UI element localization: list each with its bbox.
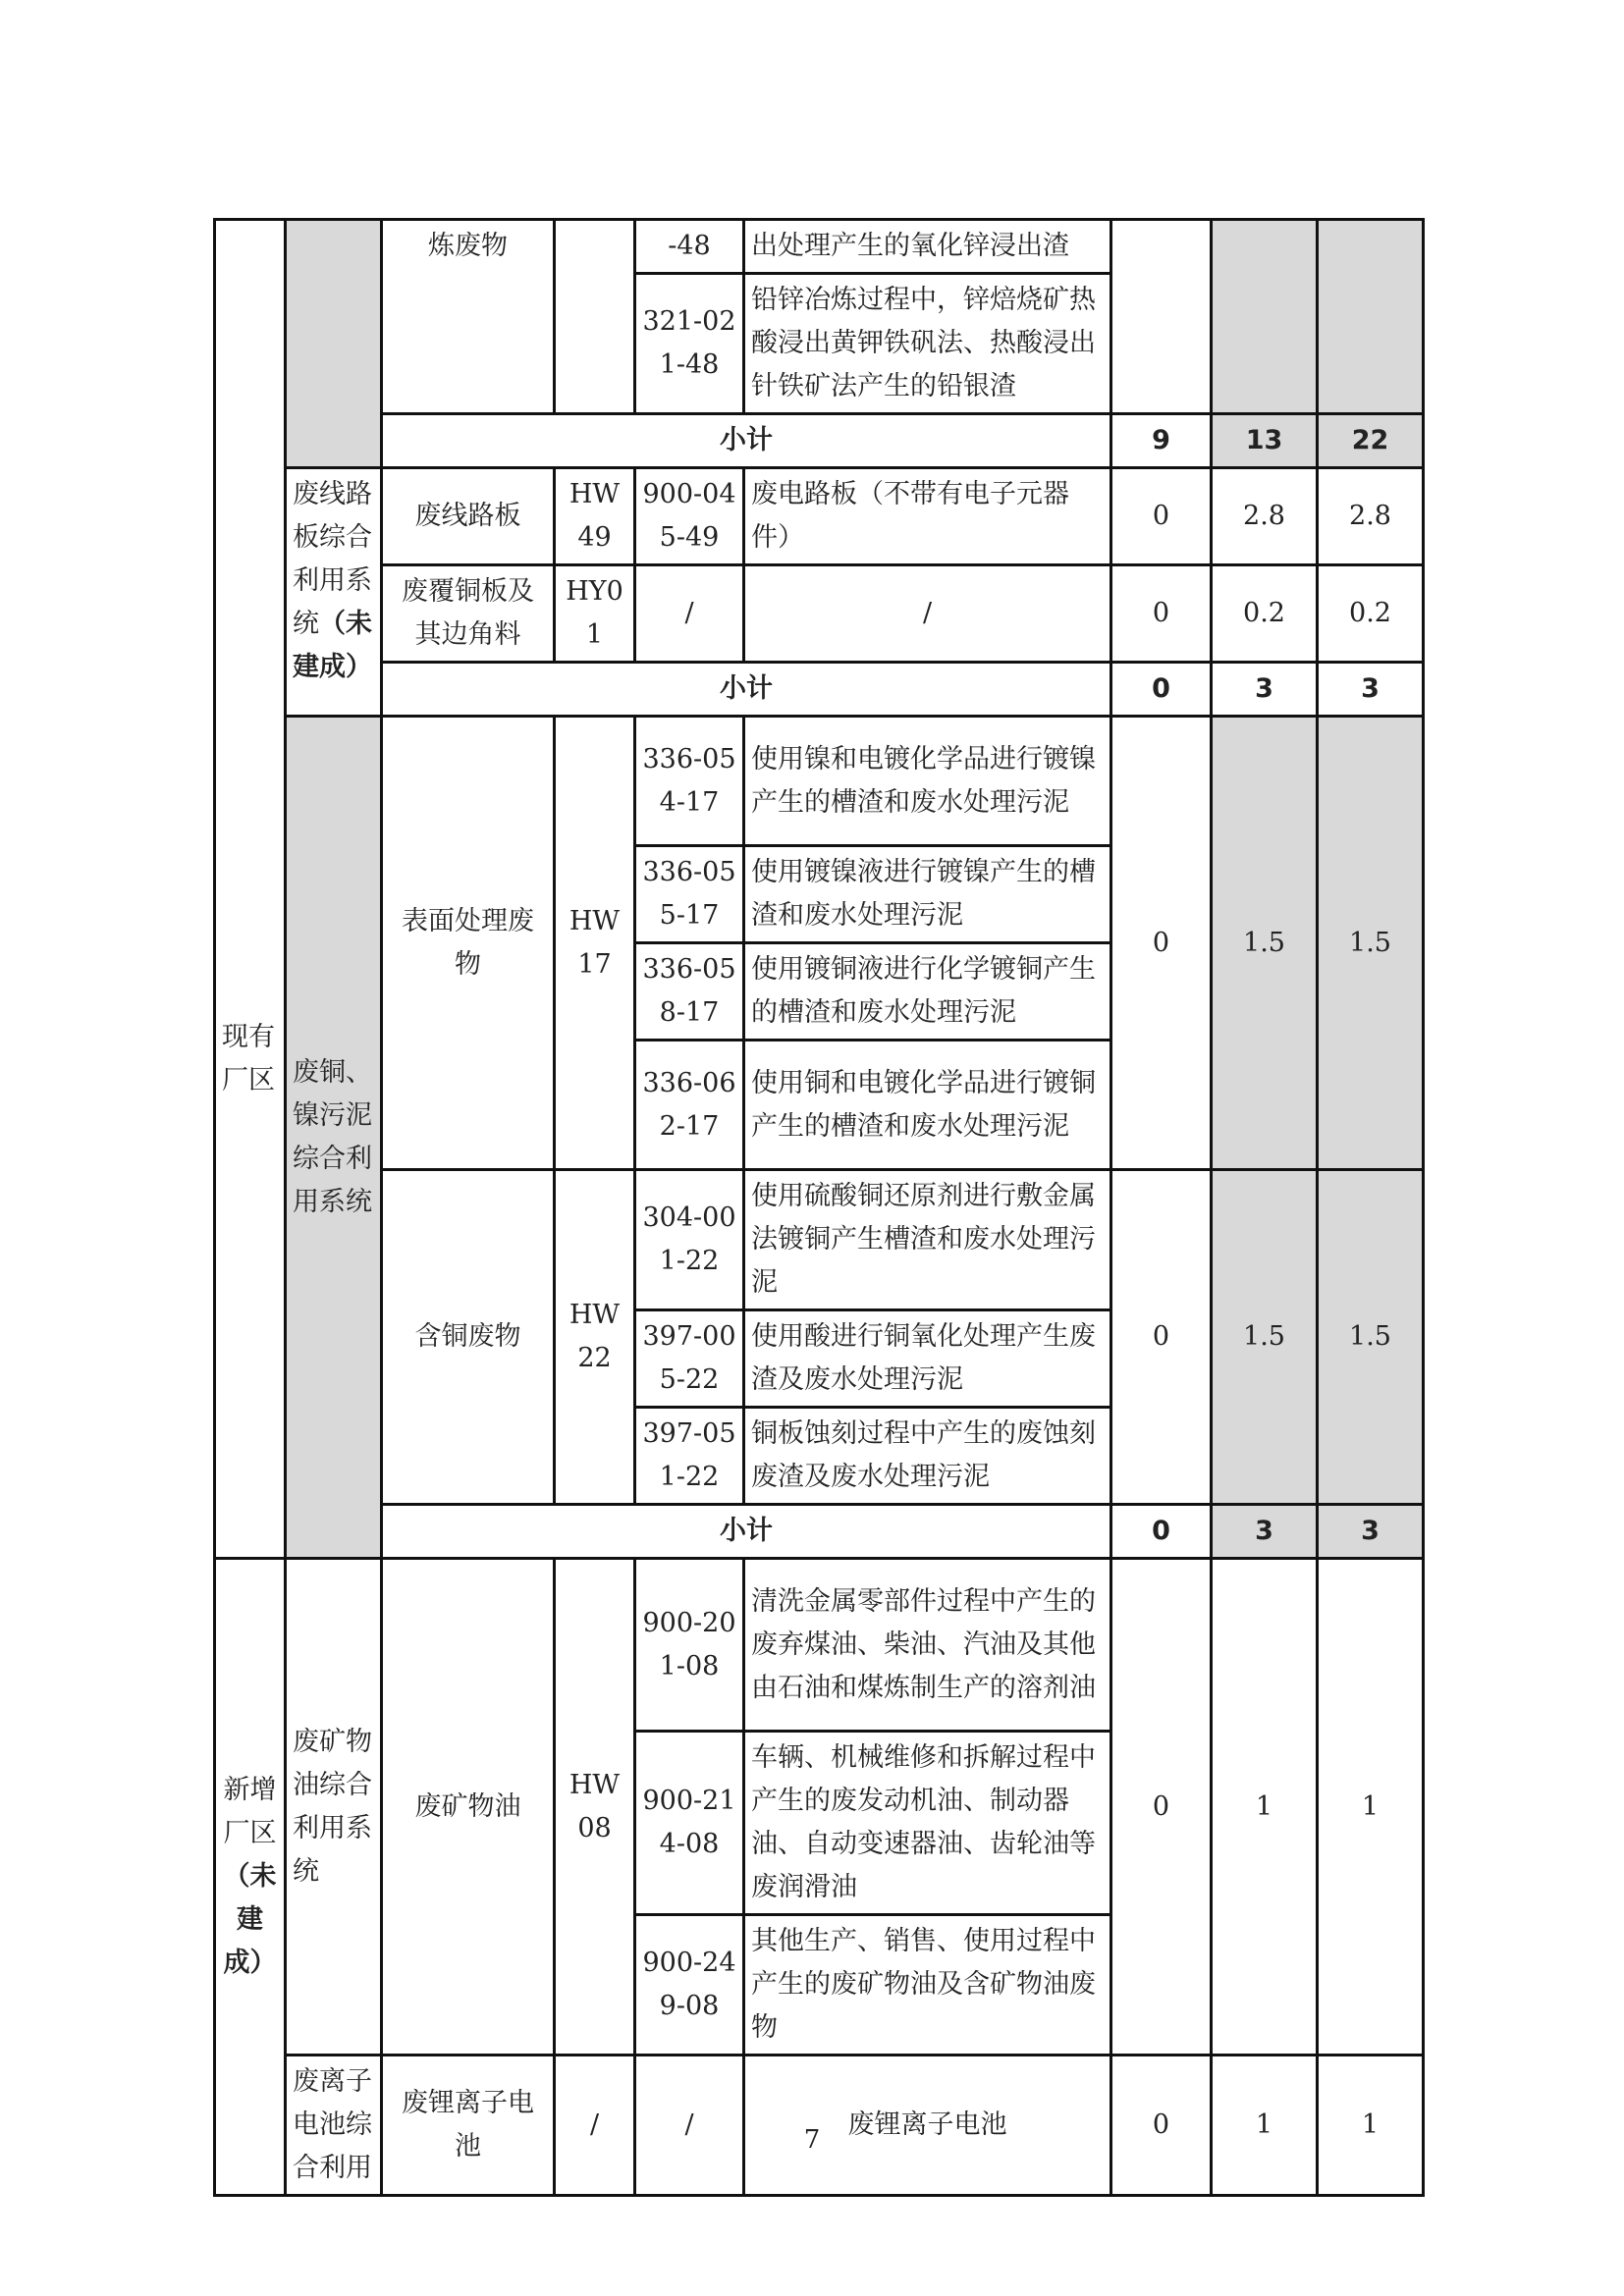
waste-name: 废矿物油 — [382, 1559, 555, 2056]
waste-description: 使用酸进行铜氧化处理产生废渣及废水处理污泥 — [744, 1310, 1111, 1408]
subtotal-value: 3 — [1318, 663, 1424, 717]
waste-code: 900-214-08 — [635, 1732, 744, 1915]
subtotal-value: 3 — [1212, 1505, 1318, 1559]
value-cell: 0 — [1111, 2056, 1212, 2196]
subtotal-value: 22 — [1318, 414, 1424, 468]
waste-code: 397-051-22 — [635, 1408, 744, 1505]
waste-code: 321-021-48 — [635, 274, 744, 414]
value-cell: 1 — [1318, 2056, 1424, 2196]
waste-name: 表面处理废物 — [382, 717, 555, 1170]
waste-code: / — [635, 565, 744, 663]
waste-category: / — [555, 2056, 635, 2196]
waste-description: 出处理产生的氧化锌浸出渣 — [744, 220, 1111, 274]
value-cell — [1318, 220, 1424, 414]
waste-code: 336-062-17 — [635, 1041, 744, 1170]
waste-description: 车辆、机械维修和拆解过程中产生的废发动机油、制动器油、自动变速器油、齿轮油等废润滑油 — [744, 1732, 1111, 1915]
value-cell — [1212, 220, 1318, 414]
page-number: 7 — [803, 2125, 821, 2155]
waste-code: 304-001-22 — [635, 1170, 744, 1310]
waste-code: -48 — [635, 220, 744, 274]
subtotal-value: 9 — [1111, 414, 1212, 468]
value-cell: 0 — [1111, 1170, 1212, 1505]
waste-description: 废锂离子电池 — [744, 2056, 1111, 2196]
value-cell: 1 — [1212, 2056, 1318, 2196]
waste-description: 清洗金属零部件过程中产生的废弃煤油、柴油、汽油及其他由石油和煤炼制生产的溶剂油 — [744, 1559, 1111, 1732]
value-cell: 2.8 — [1212, 468, 1318, 565]
waste-description: 铅锌冶炼过程中，锌焙烧矿热酸浸出黄钾铁矾法、热酸浸出针铁矿法产生的铅银渣 — [744, 274, 1111, 414]
value-cell: 1.5 — [1318, 1170, 1424, 1505]
smelting-system-cell — [286, 220, 382, 468]
value-cell: 0 — [1111, 717, 1212, 1170]
waste-category: HW08 — [555, 1559, 635, 2056]
value-cell — [1111, 220, 1212, 414]
waste-description: 废电路板（不带有电子元器件） — [744, 468, 1111, 565]
waste-table — [213, 218, 1425, 2197]
waste-category: HW49 — [555, 468, 635, 565]
waste-category: HW22 — [555, 1170, 635, 1505]
subtotal-label: 小计 — [382, 1505, 1111, 1559]
waste-description: 使用镍和电镀化学品进行镀镍产生的槽渣和废水处理污泥 — [744, 717, 1111, 846]
waste-description: / — [744, 565, 1111, 663]
subtotal-value: 13 — [1212, 414, 1318, 468]
waste-code: 336-054-17 — [635, 717, 744, 846]
smelting-waste-name: 炼废物 — [382, 220, 555, 414]
oil-system-name: 废矿物油综合利用系统 — [286, 1559, 382, 2056]
value-cell: 0 — [1111, 1559, 1212, 2056]
value-cell: 0.2 — [1318, 565, 1424, 663]
waste-name: 含铜废物 — [382, 1170, 555, 1505]
zone-existing-top-cell — [215, 220, 286, 1559]
waste-description: 使用镀铜液进行化学镀铜产生的槽渣和废水处理污泥 — [744, 943, 1111, 1041]
battery-system-name: 废离子电池综合利用 — [286, 2056, 382, 2196]
waste-code: 900-201-08 — [635, 1559, 744, 1732]
waste-category: HY01 — [555, 565, 635, 663]
waste-code: 397-005-22 — [635, 1310, 744, 1408]
value-cell: 0.2 — [1212, 565, 1318, 663]
value-cell: 1.5 — [1318, 717, 1424, 1170]
subtotal-label: 小计 — [382, 663, 1111, 717]
value-cell: 1.5 — [1212, 717, 1318, 1170]
value-cell: 1.5 — [1212, 1170, 1318, 1505]
subtotal-value: 0 — [1111, 1505, 1212, 1559]
value-cell: 0 — [1111, 468, 1212, 565]
subtotal-value: 0 — [1111, 663, 1212, 717]
sludge-system-name: 废铜、镍污泥综合利用系统 — [286, 717, 382, 1559]
waste-code: / — [635, 2056, 744, 2196]
waste-code: 336-058-17 — [635, 943, 744, 1041]
waste-description: 使用硫酸铜还原剂进行敷金属法镀铜产生槽渣和废水处理污泥 — [744, 1170, 1111, 1310]
waste-category: HW17 — [555, 717, 635, 1170]
subtotal-value: 3 — [1318, 1505, 1424, 1559]
waste-code: 336-055-17 — [635, 846, 744, 943]
waste-code: 900-249-08 — [635, 1915, 744, 2056]
waste-description: 其他生产、销售、使用过程中产生的废矿物油及含矿物油废物 — [744, 1915, 1111, 2056]
zone-existing-label: 现有 厂区 — [222, 1022, 275, 1095]
pcb-system-name: 废线路板综合利用系统（未建成） — [286, 468, 382, 717]
waste-description: 铜板蚀刻过程中产生的废蚀刻废渣及废水处理污泥 — [744, 1408, 1111, 1505]
waste-name: 废锂离子电池 — [382, 2056, 555, 2196]
waste-description: 使用镀镍液进行镀镍产生的槽渣和废水处理污泥 — [744, 846, 1111, 943]
value-cell: 1 — [1318, 1559, 1424, 2056]
waste-name: 废覆铜板及其边角料 — [382, 565, 555, 663]
value-cell: 2.8 — [1318, 468, 1424, 565]
value-cell: 1 — [1212, 1559, 1318, 2056]
waste-description: 使用铜和电镀化学品进行镀铜产生的槽渣和废水处理污泥 — [744, 1041, 1111, 1170]
zone-new-label: 新增 厂区 （未建成） — [215, 1559, 286, 2196]
smelting-category-cell — [555, 220, 635, 414]
subtotal-value: 3 — [1212, 663, 1318, 717]
waste-code: 900-045-49 — [635, 468, 744, 565]
subtotal-label: 小计 — [382, 414, 1111, 468]
waste-name: 废线路板 — [382, 468, 555, 565]
value-cell: 0 — [1111, 565, 1212, 663]
